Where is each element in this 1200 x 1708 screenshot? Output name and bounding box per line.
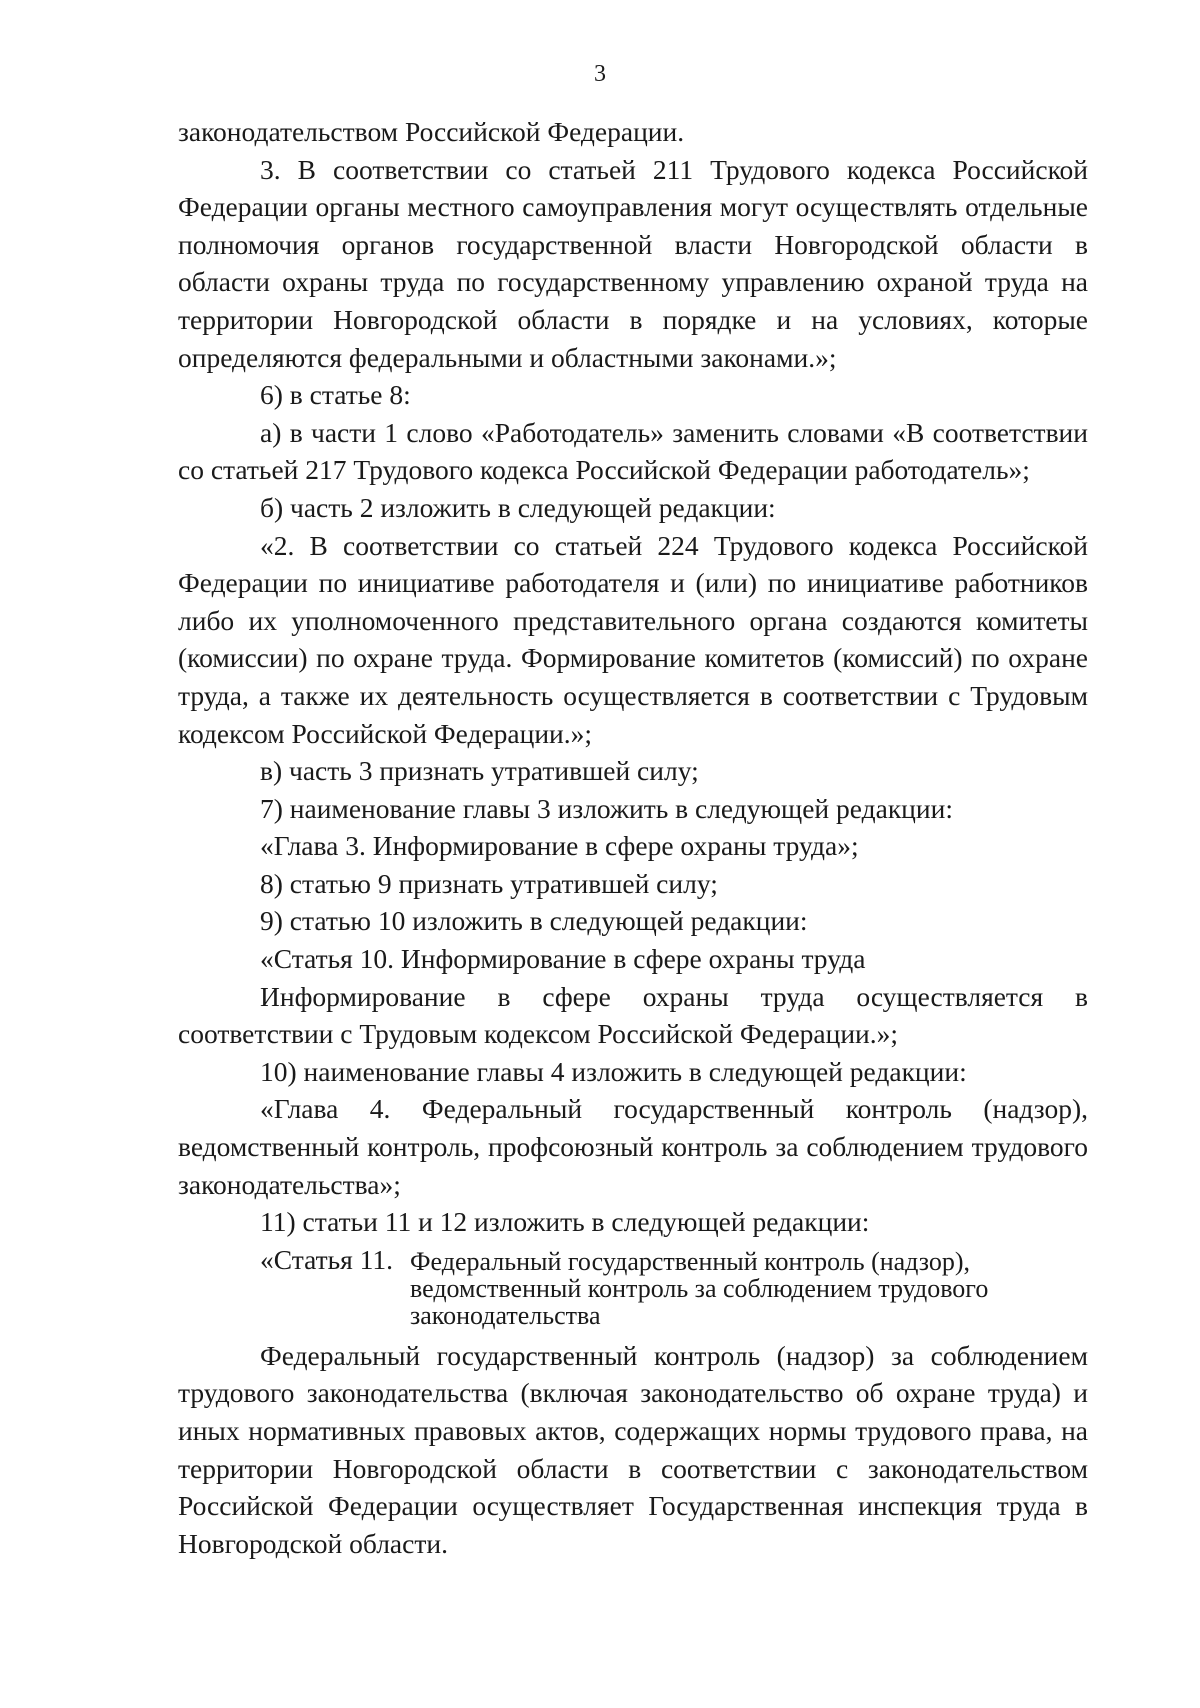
article-heading-title: Федеральный государственный контроль (надзор), ведомственный контроль за соблюдением трудового законодательства	[410, 1246, 989, 1330]
paragraph: 10) наименование главы 4 изложить в следующей редакции:	[260, 1055, 967, 1087]
paragraph: «Статья 10. Информирование в сфере охраны труда	[260, 943, 866, 975]
final-paragraph: Федеральный государственный контроль (надзор) за соблюдением трудового законодательства (включая законодательство об охране труда) и иных нормативных правовых актов, содержащих нормы трудового права, на территории Новгородской области в соответствии с законодательством Российской Федерации осуществляет Государственная инспекция труда в Новгородской области.	[178, 1339, 1088, 1559]
paragraph: 6) в статье 8:	[260, 379, 411, 411]
paragraph: Информирование в сфере охраны труда осуществляется в соответствии с Трудовым кодексом Российской Федерации.»;	[178, 980, 1088, 1050]
page-number: 3	[594, 61, 606, 87]
paragraph: «2. В соответствии со статьей 224 Трудового кодекса Российской Федерации по инициативе работодателя и (или) по инициативе работников либо их уполномоченного представительного органа создаются комитеты (комиссии) по охране труда. Формирование комитетов (комиссий) по охране труда, а также их деятельность осуществляется в соответствии с Трудовым кодексом Российской Федерации.»;	[178, 529, 1088, 749]
paragraph: 8) статью 9 признать утратившей силу;	[260, 867, 718, 899]
paragraph: 3. В соответствии со статьей 211 Трудового кодекса Российской Федерации органы местного самоуправления могут осуществлять отдельные полномочия органов государственной власти Новгородской области в области охраны труда по государственному управлению охраной труда на территории Новгородской области в порядке и на условиях, которые определяются федеральными и областными законами.»;	[178, 153, 1088, 373]
paragraph: а) в части 1 слово «Работодатель» заменить словами «В соответствии со статьей 217 Трудового кодекса Российской Федерации работодатель»;	[178, 416, 1088, 486]
paragraph: законодательством Российской Федерации.	[178, 116, 685, 147]
paragraph: «Глава 3. Информирование в сфере охраны труда»;	[260, 830, 859, 862]
paragraph: в) часть 3 признать утратившей силу;	[260, 755, 699, 787]
document-body	[178, 113, 1088, 1562]
paragraph: 7) наименование главы 3 изложить в следующей редакции:	[260, 792, 953, 824]
article-heading-label: «Статья 11.	[260, 1243, 394, 1275]
paragraph: 9) статью 10 изложить в следующей редакции:	[260, 905, 808, 937]
paragraph: б) часть 2 изложить в следующей редакции:	[260, 491, 776, 523]
article-heading	[178, 1241, 1088, 1337]
paragraph: «Глава 4. Федеральный государственный контроль (надзор), ведомственный контроль, профсоюзный контроль за соблюдением трудового законодательства»;	[178, 1093, 1088, 1200]
paragraph: 11) статьи 11 и 12 изложить в следующей редакции:	[260, 1206, 870, 1238]
